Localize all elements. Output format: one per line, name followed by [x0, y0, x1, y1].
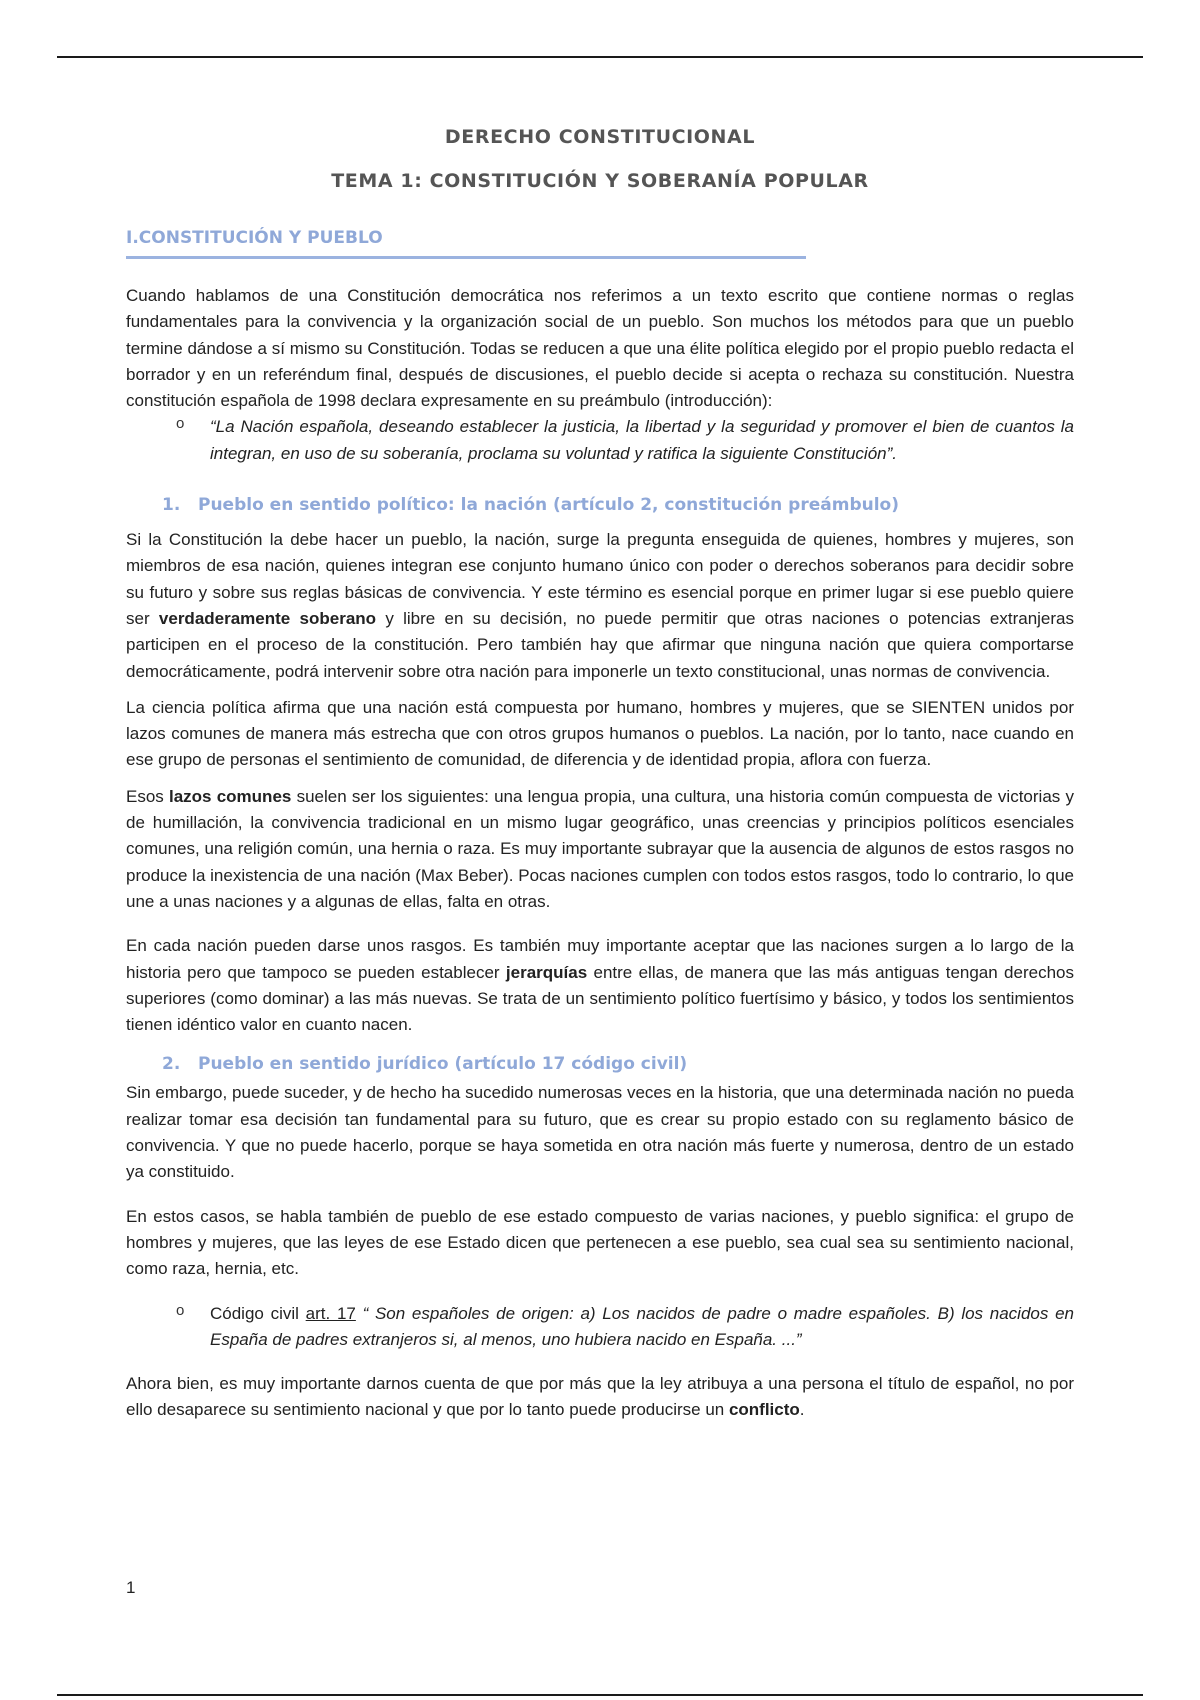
preamble-quote: “La Nación española, deseando establecer la justicia, la libertad y la seguridad y promover el bien de cuantos la integran, en uso de su soberanía, proclama su voluntad y ratifica la siguiente Constitución”.	[210, 417, 1074, 463]
subsection-number: 1.	[162, 495, 181, 516]
codigo-civil-quote-item	[126, 1301, 1074, 1354]
nacion-paragraph-3: Esos lazos comunes suelen ser los siguientes: una lengua propia, una cultura, una historia común compuesta de victorias y de humillación, la convivencia tradicional en un mismo lugar geográfico, unas creencias y principios políticos esenciales comunes, una religión común, una hernia o raza. Es muy importante subrayar que la ausencia de algunos de estos rasgos no produce la inexistencia de una nación (Max Beber). Pocas naciones cumplen con todos estos rasgos, todo lo contrario, lo que une a unas naciones y a algunas de ellas, falta en otras.	[126, 786, 1074, 911]
bullet-icon: o	[176, 415, 185, 433]
subsection-title: Pueblo en sentido político: la nación (artículo 2, constitución preámbulo)	[198, 495, 900, 516]
document-body	[126, 120, 1074, 1424]
preamble-quote-item	[126, 414, 1074, 467]
juridico-paragraph-1: Sin embargo, puede suceder, y de hecho ha sucedido numerosas veces en la historia, que una determinada nación no pueda realizar tomar esa decisión tan fundamental para su futuro, que es crear su propio estado con su reglamento básico de convivencia. Y que no puede hacerlo, porque se haya sometida en otra nación más fuerte y numerosa, dentro de un estado ya constituido.	[126, 1083, 1074, 1182]
bullet-icon: o	[176, 1301, 185, 1319]
article-reference: art. 17	[305, 1303, 356, 1323]
footer-rule	[57, 1694, 1143, 1696]
subsection-number: 2.	[162, 1054, 181, 1075]
juridico-paragraph-3: Ahora bien, es muy importante darnos cuenta de que por más que la ley atribuya a una persona el título de español, no por ello desaparece su sentimiento nacional y que por lo tanto puede producirse un conflicto.	[126, 1374, 1074, 1420]
nacion-paragraph-4: En cada nación pueden darse unos rasgos. Es también muy importante aceptar que las naciones surgen a lo largo de la historia pero que tampoco se pueden establecer jerarquías entre ellas, de manera que las más antiguas tengan derechos superiores (como dominar) a las más nuevas. Se trata de un sentimiento político fuertísimo y básico, y todos los sentimientos tienen idéntico valor en cuanto nacen.	[126, 936, 1074, 1035]
subsection-heading-nacion	[162, 495, 1074, 515]
subsection-heading-juridico	[162, 1054, 1074, 1074]
codigo-civil-quote: Código civil art. 17 “ Son españoles de origen: a) Los nacidos de padre o madre españoles. B) los nacidos en España de padres extranjeros si, al menos, uno hubiera nacido en España. ...”	[210, 1303, 1075, 1349]
bold-term: verdaderamente soberano	[158, 608, 377, 628]
page-number: 1	[126, 1578, 136, 1597]
header-rule	[57, 56, 1143, 58]
intro-paragraph: Cuando hablamos de una Constitución democrática nos referimos a un texto escrito que contiene normas o reglas fundamentales para la convivencia y la organización social de un pueblo. Son muchos los métodos para que un pueblo termine dándose a sí mismo su Constitución. Todas se reducen a que una élite política elegido por el propio pueblo redacta el borrador y en un referéndum final, después de discusiones, el pueblo decide si acepta o rechaza su constitución. Nuestra constitución española de 1998 declara expresamente en su preámbulo (introducción):	[126, 286, 1074, 411]
bold-term: conflicto	[728, 1400, 800, 1420]
juridico-paragraph-2: En estos casos, se habla también de pueblo de ese estado compuesto de varias naciones, y pueblo significa: el grupo de hombres y mujeres, que las leyes de ese Estado dicen que pertenecen a ese pueblo, sea cual sea su sentimiento nacional, como raza, hernia, etc.	[126, 1206, 1074, 1279]
bold-term: lazos comunes	[169, 786, 292, 806]
subsection-title: Pueblo en sentido jurídico (artículo 17 código civil)	[198, 1054, 688, 1075]
document-subtitle: TEMA 1: CONSTITUCIÓN Y SOBERANÍA POPULAR	[331, 170, 869, 192]
bold-term: jerarquías	[505, 962, 588, 982]
nacion-paragraph-1: Si la Constitución la debe hacer un pueblo, la nación, surge la pregunta enseguida de quienes, hombres y mujeres, son miembros de esa nación, quienes integran ese conjunto humano único con poder o derechos soberanos para decidir sobre su futuro y sobre sus reglas básicas de convivencia. Y este término es esencial porque en primer lugar si ese pueblo quiere ser verdaderamente soberano y libre en su decisión, no puede permitir que otras naciones o potencias extranjeras participen en el proceso de la constitución. Pero también hay que afirmar que ninguna nación que quiera comportarse democráticamente, podrá intervenir sobre otra nación para imponerle un texto constitucional, unas normas de convivencia.	[126, 530, 1074, 681]
section-heading-constitucion-y-pueblo: I.CONSTITUCIÓN Y PUEBLO	[126, 228, 806, 259]
nacion-paragraph-2: La ciencia política afirma que una nación está compuesta por humano, hombres y mujeres, que se SIENTEN unidos por lazos comunes de manera más estrecha que con otros grupos humanos o pueblos. La nación, por lo tanto, nace cuando en ese grupo de personas el sentimiento de comunidad, de diferencia y de identidad propia, aflora con fuerza.	[126, 697, 1074, 770]
document-title: DERECHO CONSTITUCIONAL	[444, 126, 756, 148]
